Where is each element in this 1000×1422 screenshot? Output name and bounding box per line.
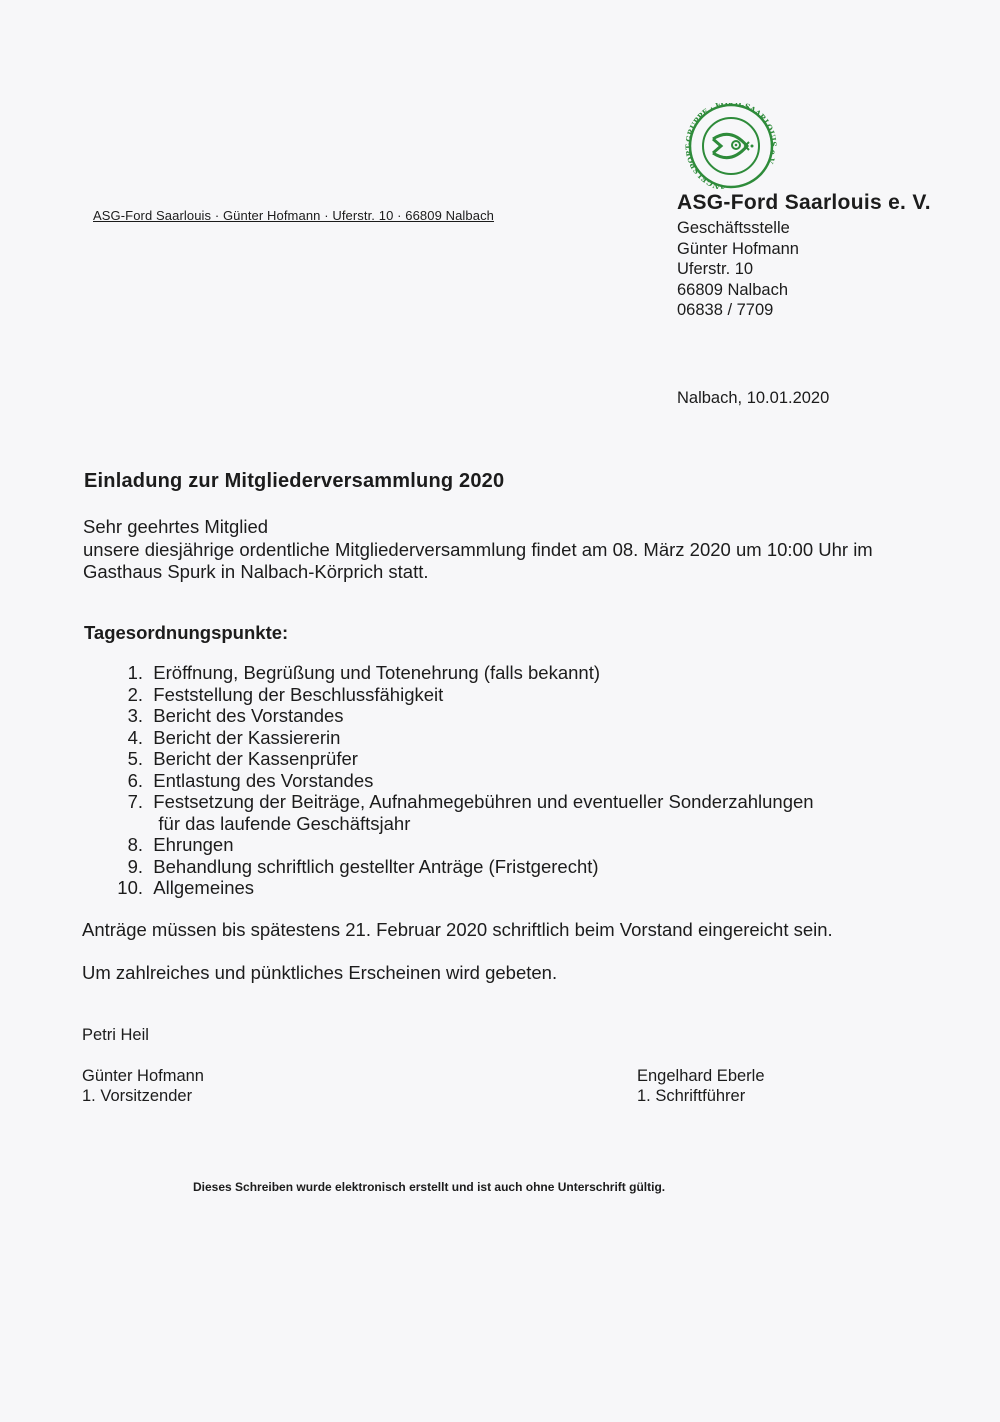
signature-right [637, 1066, 765, 1106]
intro-line-1: unsere diesjährige ordentliche Mitgliederversammlung findet am 08. März 2020 um 10:00 Uhr im [83, 538, 873, 560]
agenda-item: 2. Feststellung der Beschlussfähigkeit [127, 683, 444, 705]
agenda-item: 4. Bericht der Kassiererin [127, 726, 341, 748]
salutation: Sehr geehrtes Mitglied [83, 516, 269, 537]
logo-ring-text: ANGELSPORT-GRUPPE · FORD-SAARLOUIS e.V. [683, 103, 779, 189]
club-logo [679, 103, 783, 189]
deadline-notice: Anträge müssen bis spätestens 21. Februar 2020 schriftlich beim Vorstand eingereicht sein. [82, 919, 833, 940]
footer-note: Dieses Schreiben wurde elektronisch erstellt und ist auch ohne Unterschrift gültig. [193, 1180, 666, 1194]
sender-block [677, 190, 931, 321]
office-label: Geschäftsstelle [677, 219, 790, 237]
signatory-role: 1. Vorsitzender [82, 1087, 193, 1105]
city: 66809 Nalbach [677, 280, 789, 299]
agenda-item: 8. Ehrungen [127, 834, 234, 855]
date-line: Nalbach, 10.01.2020 [677, 389, 830, 407]
phone: 06838 / 7709 [677, 301, 774, 319]
intro-line-2: Gasthaus Spurk in Nalbach-Körprich statt. [83, 561, 429, 582]
agenda-list [98, 662, 814, 899]
signatory-name: Günter Hofmann [82, 1067, 204, 1085]
agenda-item: 6. Entlastung des Vorstandes [127, 769, 374, 791]
street: Uferstr. 10 [677, 260, 754, 278]
agenda-item: 5. Bericht der Kassenprüfer [127, 748, 358, 769]
greeting: Petri Heil [82, 1026, 149, 1044]
return-address: ASG-Ford Saarlouis · Günter Hofmann · Uferstr. 10 · 66809 Nalbach [93, 208, 495, 223]
agenda-item: 3. Bericht des Vorstandes [127, 705, 344, 726]
agenda-item: 7. Festsetzung der Beiträge, Aufnahmegebühren und eventueller Sonderzahlungen [127, 791, 814, 812]
agenda-item-continuation: für das laufende Geschäftsjahr [158, 812, 411, 834]
intro-paragraph [83, 516, 943, 584]
fish-emblem-icon [679, 103, 783, 189]
agenda-item: 9. Behandlung schriftlich gestellter Anträge (Fristgerecht) [127, 855, 599, 877]
signature-left [82, 1066, 204, 1106]
signatory-role: 1. Schriftführer [637, 1087, 746, 1105]
agenda-item: 10. Allgemeines [117, 877, 255, 898]
agenda-item: 1. Eröffnung, Begrüßung und Totenehrung (falls bekannt) [127, 662, 600, 683]
agenda-heading: Tagesordnungspunkte: [84, 622, 289, 643]
contact-name: Günter Hofmann [677, 239, 799, 258]
closing-sentence: Um zahlreiches und pünktliches Erscheinen wird gebeten. [82, 962, 558, 983]
org-name: ASG-Ford Saarlouis e. V. [677, 191, 931, 214]
signatory-name: Engelhard Eberle [637, 1067, 765, 1085]
letter-title: Einladung zur Mitgliederversammlung 2020 [84, 470, 505, 492]
